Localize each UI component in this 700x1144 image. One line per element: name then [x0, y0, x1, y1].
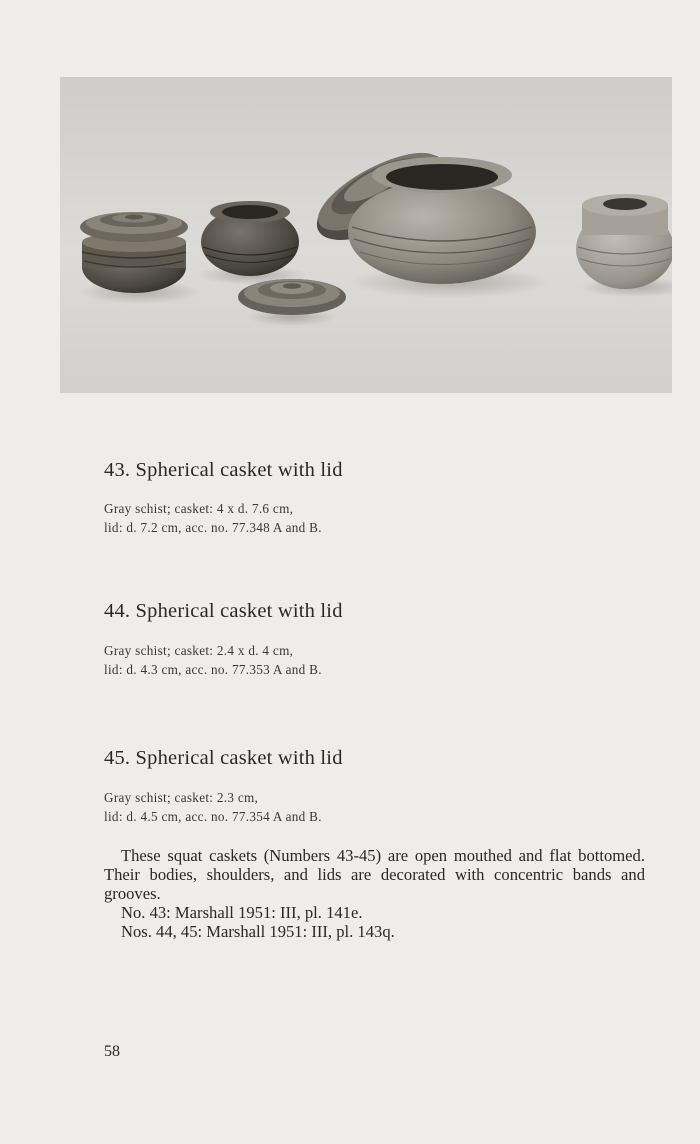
- entry-45-title: 45. Spherical casket with lid: [104, 747, 343, 769]
- entry-43-details: [104, 499, 322, 537]
- caskets-image: [60, 77, 672, 393]
- entry-43-title: 43. Spherical casket with lid: [104, 459, 343, 481]
- description-paragraph: These squat caskets (Numbers 43-45) are open mouthed and flat bottomed. Their bodies, shoulders, and lids are decorated with concentric bands and grooves.: [104, 846, 645, 903]
- entry-44-material-line: Gray schist; casket: 2.4 x d. 4 cm,: [104, 643, 294, 658]
- entry-45-lid-line: lid: d. 4.5 cm, acc. no. 77.354 A and B.: [104, 809, 322, 824]
- reference-44-45: Nos. 44, 45: Marshall 1951: III, pl. 143q.: [121, 922, 395, 941]
- description-block: [104, 846, 645, 941]
- page-number: 58: [104, 1043, 120, 1060]
- entry-43-lid-line: lid: d. 7.2 cm, acc. no. 77.348 A and B.: [104, 520, 322, 535]
- entry-44-details: [104, 641, 322, 679]
- casket-photograph: [60, 77, 672, 393]
- entry-43-material-line: Gray schist; casket: 4 x d. 7.6 cm,: [104, 501, 294, 516]
- entry-44-lid-line: lid: d. 4.3 cm, acc. no. 77.353 A and B.: [104, 662, 322, 677]
- reference-43: No. 43: Marshall 1951: III, pl. 141e.: [121, 903, 363, 922]
- entry-45-details: [104, 788, 322, 826]
- entry-45-material-line: Gray schist; casket: 2.3 cm,: [104, 790, 259, 805]
- entry-44-title: 44. Spherical casket with lid: [104, 600, 343, 622]
